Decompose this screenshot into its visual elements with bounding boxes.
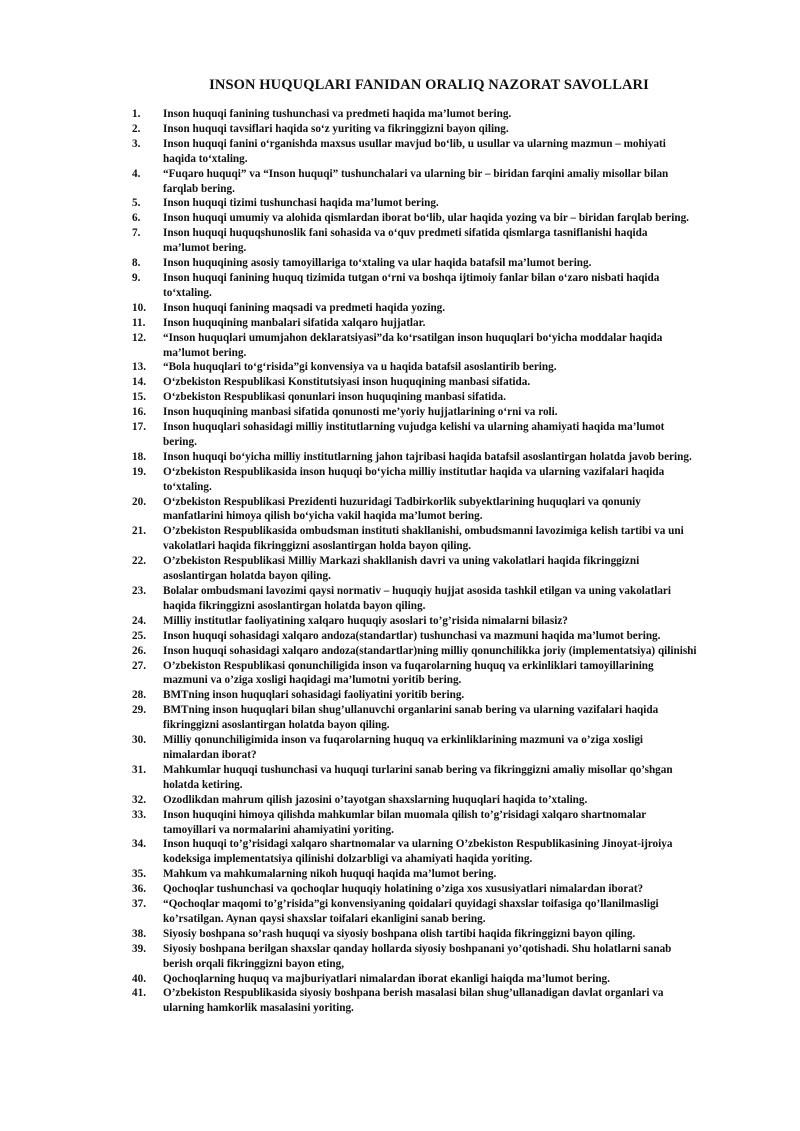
question-text [163, 927, 772, 942]
question-number: 5. [132, 197, 141, 210]
question-line: Inson huquqi huquqshunoslik fani sohasida va o‘quv predmeti sifatida qismlarga tasniflanishi haqida [163, 227, 648, 240]
question-item [132, 837, 772, 867]
question-text [163, 137, 772, 167]
question-line: ma’lumot bering. [163, 346, 247, 359]
question-number: 13. [132, 361, 146, 374]
question-item [132, 301, 772, 316]
question-text [163, 882, 772, 897]
question-item [132, 897, 772, 927]
question-number: 36. [132, 883, 146, 896]
question-item [132, 659, 772, 689]
question-item [132, 614, 772, 629]
question-number: 7. [132, 227, 141, 240]
question-number: 3. [132, 137, 141, 150]
question-line: mazmuni va o’ziga xosligi haqidagi ma’lumotni yoritib bering. [163, 674, 462, 687]
question-number: 20. [132, 495, 146, 508]
question-text [163, 196, 772, 211]
question-line: BMTning inson huquqlari sohasidagi faoliyatini yoritib bering. [163, 689, 465, 702]
question-line: O‘zbekiston Respublikasi Prezidenti huzuridagi Tadbirkorlik subyektlarining huquqlari va qonuniy [163, 495, 641, 508]
question-line: Inson huquqi fanini o‘rganishda maxsus usullar mavjud bo‘lib, u usullar va ularning mazmun – mohiyati [163, 137, 666, 150]
question-line: O‘zbekiston Respublikasi Konstitutsiyasi inson huquqining manbasi sifatida. [163, 376, 531, 389]
question-text [163, 688, 772, 703]
question-number: 15. [132, 391, 146, 404]
question-text [163, 837, 772, 867]
question-line: Inson huquqi fanining tushunchasi va predmeti haqida ma’lumot bering. [163, 108, 512, 120]
question-item [132, 450, 772, 465]
question-line: ma’lumot bering. [163, 242, 247, 255]
question-item [132, 808, 772, 838]
question-text [163, 271, 772, 301]
question-text [163, 375, 772, 390]
question-item [132, 107, 772, 122]
question-number: 35. [132, 868, 146, 881]
question-text [163, 450, 772, 465]
question-line: O’zbekiston Respublikasida siyosiy boshpana berish masalasi bilan shug’ullanadigan davlat organlari va [163, 987, 664, 1000]
question-text [163, 897, 772, 927]
question-line: ularning hamkorlik masalasini yoriting. [163, 1002, 354, 1015]
question-text [163, 226, 772, 256]
question-number: 6. [132, 212, 141, 225]
question-number: 33. [132, 808, 146, 821]
question-number: 26. [132, 644, 146, 657]
question-item [132, 867, 772, 882]
question-line: Siyosiy boshpana so’rash huquqi va siyosiy boshpana olish tartibi haqida fikringgizni bayon qiling. [163, 927, 636, 940]
question-item [132, 703, 772, 733]
question-number: 37. [132, 898, 146, 911]
question-item [132, 942, 772, 972]
question-line: manfatlarini himoya qilish bo‘yicha vakil haqida ma’lumot bering. [163, 510, 483, 523]
question-line: Inson huquqi fanining maqsadi va predmeti haqida yozing. [163, 301, 446, 314]
question-line: Bolalar ombudsmani lavozimi qaysi normativ – huquqiy hujjat asosida tashkil etilgan va uning vakolatlari [163, 585, 671, 597]
question-item [132, 629, 772, 644]
question-line: Inson huquqi sohasidagi xalqaro andoza(standartlar)ning milliy qonunchilikka joriy (implementatsiya) qilinishi [163, 644, 697, 657]
question-item [132, 688, 772, 703]
question-text [163, 420, 772, 450]
question-text [163, 644, 772, 659]
question-line: haqida fikringgizni asoslantirgan holatda bayon qiling. [163, 599, 426, 612]
question-number: 12. [132, 331, 146, 344]
question-text [163, 465, 772, 495]
question-line: Milliy qonunchiligimida inson va fuqarolarning huquq va erkinliklarining mazmuni va o’ziga xosligi [163, 734, 644, 747]
question-item [132, 316, 772, 331]
question-number: 30. [132, 734, 146, 747]
question-item [132, 972, 772, 987]
question-item [132, 420, 772, 450]
question-text [163, 405, 772, 420]
question-line: Siyosiy boshpana berilgan shaxslar qanday hollarda siyosiy boshpanani yo’qotishadi. Shu holatlarni sanab [163, 942, 672, 955]
question-item [132, 196, 772, 211]
page-title: INSON HUQUQLARI FANIDAN ORALIQ NAZORAT SAVOLLARI [209, 77, 649, 93]
question-item [132, 584, 772, 614]
question-number: 29. [132, 704, 146, 717]
question-text [163, 793, 772, 808]
question-text [163, 316, 772, 331]
question-number: 2. [132, 122, 141, 135]
question-number: 19. [132, 465, 146, 478]
question-line: BMTning inson huquqlari bilan shug’ullanuvchi organlarini sanab bering va ularning vazifalari haqida [163, 704, 659, 717]
question-number: 24. [132, 614, 146, 627]
question-text [163, 733, 772, 763]
question-text [163, 495, 772, 525]
question-item [132, 465, 772, 495]
question-line: Inson huquqi sohasidagi xalqaro andoza(standartlar) tushunchasi va mazmuni haqida ma’lumot bering. [163, 629, 661, 642]
question-line: O‘zbekiston Respublikasi qonunlari inson huquqining manbasi sifatida. [163, 391, 506, 404]
question-number: 34. [132, 838, 146, 851]
question-line: Milliy institutlar faoliyatining xalqaro huquqiy asoslari to’g’risida nimalarni bilasiz? [163, 614, 568, 627]
question-number: 1. [132, 108, 141, 120]
question-number: 11. [132, 316, 146, 329]
question-line: vakolatlari haqida fikringgizni asoslantirgan holda bayon qiling. [163, 540, 472, 553]
question-item [132, 256, 772, 271]
question-number: 4. [132, 167, 141, 180]
question-number: 17. [132, 421, 146, 434]
question-item [132, 137, 772, 167]
question-number: 9. [132, 271, 141, 284]
question-list [132, 107, 772, 1016]
question-line: Qochoqlarning huquq va majburiyatlari nimalardan iborat ekanligi haiqda ma’lumot bering. [163, 972, 610, 985]
question-line: Mahkumlar huquqi tushunchasi va huquqi turlarini sanab bering va fikringgizni amaliy misollar qo’shgan [163, 763, 673, 776]
question-line: Inson huquqi to’g’risidagi xalqaro shartnomalar va ularning O’zbekiston Respublikasining Jinoyat-ijroiya [163, 838, 673, 851]
question-text [163, 629, 772, 644]
question-line: Inson huquqining manbalari sifatida xalqaro hujjatlar. [163, 316, 426, 329]
question-text [163, 301, 772, 316]
question-item [132, 763, 772, 793]
question-text [163, 942, 772, 972]
question-number: 18. [132, 450, 146, 463]
question-number: 39. [132, 942, 146, 955]
question-item [132, 524, 772, 554]
question-item [132, 331, 772, 361]
question-text [163, 703, 772, 733]
question-text [163, 390, 772, 405]
question-line: O’zbekiston Respublikasi Milliy Markazi shakllanish davri va uning vakolatlari haqida fikringgizni [163, 555, 640, 568]
question-line: kodeksiga implementatsiya qilinishi dolzarbligi va ahamiyati haqida yoriting. [163, 853, 533, 866]
question-text [163, 122, 772, 137]
question-item [132, 122, 772, 137]
question-text [163, 972, 772, 987]
question-line: to‘xtaling. [163, 286, 212, 299]
question-number: 32. [132, 793, 146, 806]
question-line: Mahkum va mahkumalarning nikoh huquqi haqida ma’lumot bering. [163, 868, 497, 881]
question-item [132, 644, 772, 659]
question-line: asoslantirgan holatda bayon qiling. [163, 570, 331, 583]
question-line: to‘xtaling. [163, 480, 212, 493]
question-line: “Bola huquqlari to‘g‘risida”gi konvensiya va u haqida batafsil asoslantirib bering. [163, 361, 557, 374]
question-line: Inson huquqi fanining huquq tizimida tutgan o‘rni va boshqa ijtimoiy fanlar bilan o‘zaro nisbati haqida [163, 271, 660, 284]
question-number: 31. [132, 763, 146, 776]
question-text [163, 256, 772, 271]
question-number: 14. [132, 376, 146, 389]
question-item [132, 226, 772, 256]
question-text [163, 867, 772, 882]
question-number: 16. [132, 406, 146, 419]
question-line: “Fuqaro huquqi” va “Inson huquqi” tushunchalari va ularning bir – biridan farqini amaliy misollar bilan [163, 167, 669, 180]
question-item [132, 405, 772, 420]
question-text [163, 524, 772, 554]
question-line: Inson huquqlari sohasidagi milliy institutlarning vujudga kelishi va ularning ahamiyati haqida ma’lumot [163, 421, 665, 434]
question-line: berish orqali fikringgizni bayon eting, [163, 957, 344, 970]
question-item [132, 733, 772, 763]
question-line: O’zbekiston Respublikasi qonunchiligida inson va fuqarolarning huquq va erkinliklari tamoyillarining [163, 659, 654, 672]
question-item [132, 271, 772, 301]
question-number: 10. [132, 301, 146, 314]
question-text [163, 107, 772, 122]
question-number: 21. [132, 525, 146, 538]
question-text [163, 554, 772, 584]
question-text [163, 167, 772, 197]
question-text [163, 808, 772, 838]
question-text [163, 360, 772, 375]
question-line: Inson huquqi bo‘yicha milliy institutlarning jahon tajribasi haqida batafsil asoslantirgan holatda javob bering. [163, 450, 692, 463]
question-line: O’zbekiston Respublikasida ombudsman instituti shakllanishi, ombudsmanni lavozimiga kelish tartibi va uni [163, 525, 684, 538]
question-number: 22. [132, 555, 146, 568]
question-line: Qochoqlar tushunchasi va qochoqlar huquqiy holatining o’ziga xos xususiyatlari nimalardan iborat? [163, 883, 644, 896]
question-text [163, 614, 772, 629]
question-line: ko’rsatilgan. Aynan qaysi shaxslar toifalari ekanligini sanab bering. [163, 912, 486, 925]
question-item [132, 375, 772, 390]
question-line: haqida to‘xtaling. [163, 152, 248, 165]
question-line: nimalardan iborat? [163, 748, 257, 761]
question-text [163, 211, 772, 226]
question-item [132, 167, 772, 197]
question-text [163, 763, 772, 793]
question-line: Inson huquqini himoya qilishda mahkumlar bilan muomala qilish to’g’risidagi xalqaro shartnomalar [163, 808, 647, 821]
question-line: “Inson huquqlari umumjahon deklaratsiyasi”da ko‘rsatilgan inson huquqlari bo‘yicha moddalar haqida [163, 331, 663, 344]
question-text [163, 659, 772, 689]
question-item [132, 882, 772, 897]
question-line: fikringgizni asoslantirgan holatda bayon qiling. [163, 719, 390, 732]
question-line: “Qochoqlar maqomi to’g’risida”gi konvensiyaning qoidalari quyidagi shaxslar toifasiga qo’llanilmasligi [163, 898, 659, 911]
question-item [132, 360, 772, 375]
question-item [132, 927, 772, 942]
question-number: 28. [132, 689, 146, 702]
question-text [163, 331, 772, 361]
question-line: bering. [163, 435, 197, 448]
question-item [132, 554, 772, 584]
question-number: 38. [132, 927, 146, 940]
question-number: 40. [132, 972, 146, 985]
question-line: tamoyillari va normalarini ahamiyatini yoriting. [163, 823, 394, 836]
question-number: 23. [132, 585, 146, 597]
question-number: 41. [132, 987, 146, 1000]
question-number: 25. [132, 629, 146, 642]
question-line: Inson huquqi tizimi tushunchasi haqida ma’lumot bering. [163, 197, 439, 210]
question-number: 8. [132, 257, 141, 270]
question-text [163, 584, 772, 614]
question-line: Inson huquqining asosiy tamoyillariga to‘xtaling va ular haqida batafsil ma’lumot bering. [163, 257, 592, 270]
question-item [132, 793, 772, 808]
question-text [163, 986, 772, 1016]
question-line: Inson huquqi tavsiflari haqida so‘z yuriting va fikringgizni bayon qiling. [163, 122, 509, 135]
question-line: farqlab bering. [163, 182, 235, 195]
question-line: O‘zbekiston Respublikasida inson huquqi bo‘yicha milliy institutlar haqida va ularning vazifalari haqida [163, 465, 665, 478]
question-line: Inson huquqi umumiy va alohida qismlardan iborat bo‘lib, ular haqida yozing va bir – biridan farqlab bering. [163, 212, 689, 225]
question-line: holatda ketiring. [163, 778, 243, 791]
question-number: 27. [132, 659, 146, 672]
question-item [132, 211, 772, 226]
question-item [132, 495, 772, 525]
question-item [132, 390, 772, 405]
question-line: Ozodlikdan mahrum qilish jazosini o’tayotgan shaxslarning huquqlari haqida to’xtaling. [163, 793, 588, 806]
question-line: Inson huquqining manbasi sifatida qonunosti me’yoriy hujjatlarining o‘rni va roli. [163, 406, 558, 419]
question-item [132, 986, 772, 1016]
